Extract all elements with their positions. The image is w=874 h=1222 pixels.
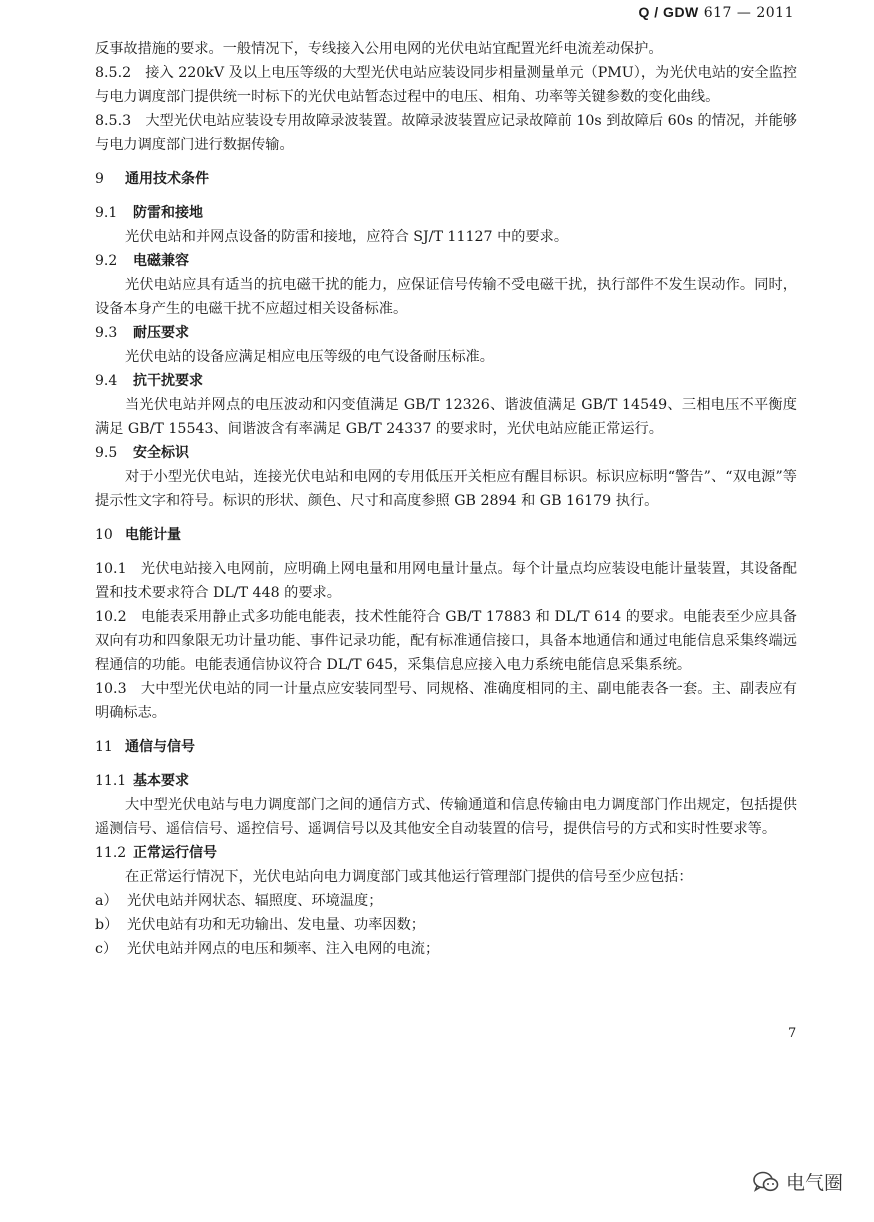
- wechat-icon: [752, 1170, 780, 1194]
- section-heading: [95, 249, 797, 273]
- heading-number: 11: [95, 739, 113, 755]
- paragraph: 8.5.3 大型光伏电站应装设专用故障录波装置。故障录波装置应记录故障前 10s 到故障后 60s 的情况，并能够与电力调度部门进行数据传输。: [95, 113, 797, 153]
- list-marker: c）: [95, 941, 118, 957]
- paragraph: 大中型光伏电站与电力调度部门之间的通信方式、传输通道和信息传输由电力调度部门作出规定，包括提供遥测信号、遥信信号、遥控信号、遥调信号以及其他安全自动装置的信号，提供信号的方式和实时性要求等。: [95, 797, 797, 837]
- heading-number: 9.1: [95, 205, 118, 221]
- heading-title: 电磁兼容: [133, 253, 189, 269]
- paragraph: 反事故措施的要求。一般情况下，专线接入公用电网的光伏电站宜配置光纤电流差动保护。: [95, 41, 663, 57]
- paragraph: 在正常运行情况下，光伏电站向电力调度部门或其他运行管理部门提供的信号至少应包括：: [125, 869, 693, 885]
- heading-title: 抗干扰要求: [133, 373, 203, 389]
- list-item-text: 光伏电站并网点的电压和频率、注入电网的电流；: [127, 941, 440, 957]
- list-item-text: 光伏电站并网状态、辐照度、环境温度；: [127, 893, 383, 909]
- section-heading: [95, 769, 797, 793]
- heading-number: 9: [95, 171, 104, 187]
- list-marker: b）: [95, 917, 119, 933]
- page-header: [639, 4, 795, 21]
- heading-title: 通用技术条件: [125, 171, 209, 187]
- section-heading: [95, 201, 797, 225]
- heading-number: 9.3: [95, 325, 118, 341]
- heading-number: 9.2: [95, 253, 118, 269]
- heading-title: 防雷和接地: [133, 205, 203, 221]
- standard-number: 617 — 2011: [703, 5, 794, 21]
- paragraph: 光伏电站应具有适当的抗电磁干扰的能力，应保证信号传输不受电磁干扰，执行部件不发生误动作。同时，设备本身产生的电磁干扰不应超过相关设备标准。: [95, 277, 797, 317]
- list-item: [95, 913, 797, 937]
- paragraph: 8.5.2 接入 220kV 及以上电压等级的大型光伏电站应装设同步相量测量单元（PMU），为光伏电站的安全监控与电力调度部门提供统一时标下的光伏电站暂态过程中的电压、相角、功率等关键参数的变化曲线。: [95, 65, 797, 105]
- heading-number: 9.5: [95, 445, 118, 461]
- paragraph: 光伏电站的设备应满足相应电压等级的电气设备耐压标准。: [125, 349, 494, 365]
- heading-number: 11.1: [95, 773, 127, 789]
- watermark: [752, 1168, 843, 1195]
- paragraph: 10.3 大中型光伏电站的同一计量点应安装同型号、同规格、准确度相同的主、副电能表各一套。主、副表应有明确标志。: [95, 681, 797, 721]
- paragraph: 10.2 电能表采用静止式多功能电能表，技术性能符合 GB/T 17883 和 DL/T 614 的要求。电能表至少应具备双向有功和四象限无功计量功能、事件记录功能，配有标准通信接口，具备本地通信和通过电能信息采集终端远程通信的功能。电能表通信协议符合 DL/T 645，采集信息应接入电力系统电能信息采集系统。: [95, 609, 797, 673]
- section-heading: [95, 369, 797, 393]
- list-item: [95, 937, 797, 961]
- chapter-heading: [95, 523, 797, 547]
- heading-title: 安全标识: [133, 445, 189, 461]
- paragraph: 光伏电站和并网点设备的防雷和接地，应符合 SJ/T 11127 中的要求。: [125, 229, 569, 245]
- paragraph: 当光伏电站并网点的电压波动和闪变值满足 GB/T 12326、谐波值满足 GB/T 14549、三相电压不平衡度满足 GB/T 15543、间谐波含有率满足 GB/T 24337 的要求时，光伏电站应能正常运行。: [95, 397, 797, 437]
- page-number: 7: [788, 1026, 797, 1041]
- paragraph: 10.1 光伏电站接入电网前，应明确上网电量和用网电量计量点。每个计量点均应装设电能计量装置，其设备配置和技术要求符合 DL/T 448 的要求。: [95, 561, 797, 601]
- standard-code: Q / GDW: [638, 4, 699, 20]
- list-item-text: 光伏电站有功和无功输出、发电量、功率因数；: [127, 917, 425, 933]
- heading-title: 通信与信号: [125, 739, 195, 755]
- heading-title: 电能计量: [125, 527, 181, 543]
- watermark-text: 电气圈: [786, 1172, 844, 1194]
- heading-number: 10: [95, 527, 113, 543]
- list-item: [95, 889, 797, 913]
- heading-title: 耐压要求: [133, 325, 189, 341]
- list-marker: a）: [95, 893, 118, 909]
- section-heading: [95, 841, 797, 865]
- heading-number: 11.2: [95, 845, 127, 861]
- heading-title: 正常运行信号: [133, 845, 217, 861]
- document-body: [95, 37, 797, 961]
- heading-title: 基本要求: [133, 773, 189, 789]
- section-heading: [95, 441, 797, 465]
- section-heading: [95, 321, 797, 345]
- heading-number: 9.4: [95, 373, 118, 389]
- chapter-heading: [95, 167, 797, 191]
- chapter-heading: [95, 735, 797, 759]
- paragraph: 对于小型光伏电站，连接光伏电站和电网的专用低压开关柜应有醒目标识。标识应标明“警告”、“双电源”等提示性文字和符号。标识的形状、颜色、尺寸和高度参照 GB 2894 和 GB 16179 执行。: [95, 469, 797, 509]
